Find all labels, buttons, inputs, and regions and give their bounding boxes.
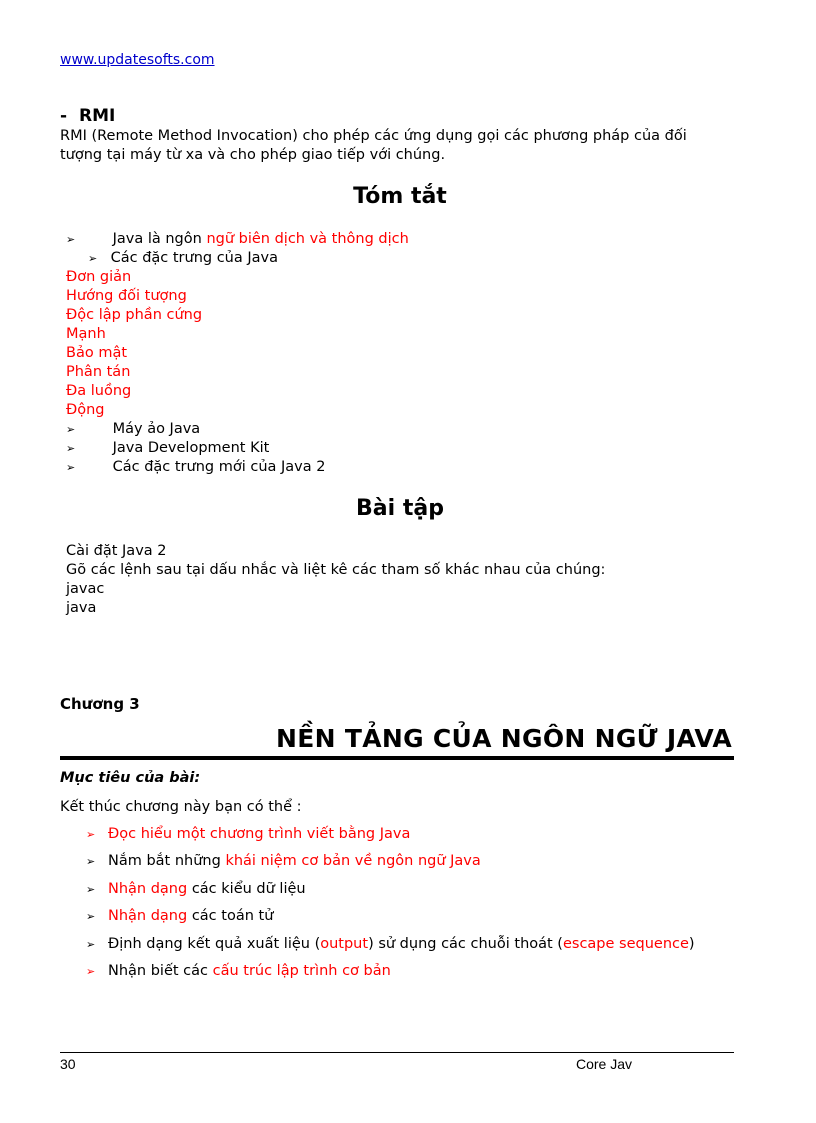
chapter-title-rule xyxy=(60,756,734,760)
arrow-bullet-icon: ➢ xyxy=(66,233,76,246)
feature-item: Động xyxy=(66,402,105,418)
summary-item: ➢ Java Development Kit xyxy=(66,440,270,456)
summary-sub-item: ➢ Các đặc trưng của Java xyxy=(88,250,278,266)
feature-item: Mạnh xyxy=(66,326,106,342)
arrow-bullet-icon: ➢ xyxy=(88,252,98,265)
objective-item: ➢ Đọc hiểu một chương trình viết bằng Java xyxy=(86,826,411,842)
summary-item-1: ➢ Java là ngôn ngữ biên dịch và thông dịch xyxy=(66,231,409,247)
header-link[interactable]: www.updatesofts.com xyxy=(60,52,215,68)
rmi-title: RMI xyxy=(78,106,116,126)
arrow-bullet-icon: ➢ xyxy=(66,423,76,436)
feature-item: Hướng đối tượng xyxy=(66,288,187,304)
objective-item: ➢ Nhận dạng các kiểu dữ liệu xyxy=(86,881,306,897)
rmi-heading xyxy=(60,106,115,126)
objective-item: ➢ Định dạng kết quả xuất liệu (output) sử dụng các chuỗi thoát (escape sequence) xyxy=(86,936,695,952)
feature-item: Bảo mật xyxy=(66,345,128,361)
feature-item: Đa luồng xyxy=(66,383,132,399)
objectives-intro: Kết thúc chương này bạn có thể : xyxy=(60,799,302,815)
exercise-title: Bài tập xyxy=(356,496,444,521)
chapter-title: NỀN TẢNG CỦA NGÔN NGỮ JAVA xyxy=(276,724,732,753)
arrow-bullet-icon: ➢ xyxy=(86,883,96,896)
summary-item: ➢ Máy ảo Java xyxy=(66,421,201,437)
feature-item: Đơn giản xyxy=(66,269,132,285)
summary-title: Tóm tắt xyxy=(353,184,447,209)
page-number: 30 xyxy=(60,1056,76,1072)
exercise-line: javac xyxy=(66,581,105,597)
footer-title: Core Jav xyxy=(576,1056,633,1072)
rmi-text-line1: RMI (Remote Method Invocation) cho phép các ứng dụng gọi các phương pháp của đối xyxy=(60,128,687,144)
chapter-label: Chương 3 xyxy=(60,695,140,713)
arrow-bullet-icon: ➢ xyxy=(86,965,96,978)
feature-item: Phân tán xyxy=(66,364,131,380)
arrow-bullet-icon: ➢ xyxy=(86,855,96,868)
objectives-title: Mục tiêu của bài: xyxy=(60,770,201,786)
footer-rule xyxy=(60,1052,734,1053)
objective-item: ➢ Nhận dạng các toán tử xyxy=(86,908,274,924)
objective-item: ➢ Nắm bắt những khái niệm cơ bản về ngôn ngữ Java xyxy=(86,853,481,869)
exercise-line: Cài đặt Java 2 xyxy=(66,543,167,559)
exercise-line: Gõ các lệnh sau tại dấu nhắc và liệt kê các tham số khác nhau của chúng: xyxy=(66,562,606,578)
feature-item: Độc lập phần cứng xyxy=(66,307,203,323)
rmi-text-line2: tượng tại máy từ xa và cho phép giao tiếp với chúng. xyxy=(60,147,446,163)
exercise-line: java xyxy=(66,600,97,616)
summary-item: ➢ Các đặc trưng mới của Java 2 xyxy=(66,459,326,475)
arrow-bullet-icon: ➢ xyxy=(86,828,96,841)
arrow-bullet-icon: ➢ xyxy=(66,442,76,455)
rmi-dash: - xyxy=(60,106,68,126)
arrow-bullet-icon: ➢ xyxy=(66,461,76,474)
arrow-bullet-icon: ➢ xyxy=(86,938,96,951)
objective-item: ➢ Nhận biết các cấu trúc lập trình cơ bản xyxy=(86,963,391,979)
arrow-bullet-icon: ➢ xyxy=(86,910,96,923)
